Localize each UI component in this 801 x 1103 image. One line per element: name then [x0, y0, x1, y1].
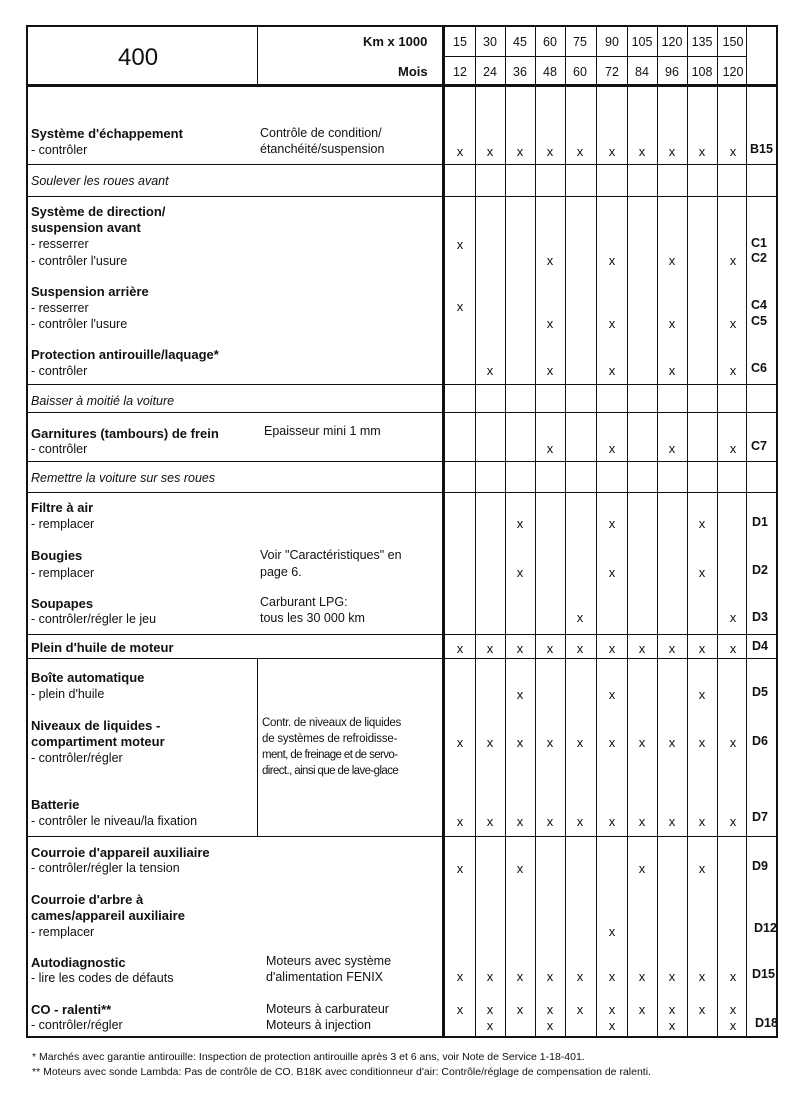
interval-mark: x	[576, 610, 584, 625]
interval-mark: x	[608, 316, 616, 331]
footnote-1: * Marchés avec garantie antirouille: Inspection de protection antirouille après 3 et 6 ans, voir Note de Service 1-18-401.	[32, 1051, 585, 1063]
mois-value: 12	[453, 65, 467, 79]
echappement-note1: Contrôle de condition/	[260, 126, 382, 140]
interval-col-line	[475, 25, 476, 1038]
interval-mark: x	[546, 441, 554, 456]
frame-top	[26, 25, 778, 27]
interval-mark: x	[546, 641, 554, 656]
ref-c5: C5	[751, 314, 767, 328]
interval-mark: x	[729, 363, 737, 378]
interval-mark: x	[638, 641, 646, 656]
interval-mark: x	[729, 253, 737, 268]
km-label: Km x 1000	[363, 34, 428, 49]
interval-mark: x	[608, 1002, 616, 1017]
interval-mark: x	[698, 814, 706, 829]
co-title: CO - ralenti**	[31, 1002, 112, 1017]
ref-d5: D5	[752, 685, 768, 699]
interval-mark: x	[698, 516, 706, 531]
ref-c4: C4	[751, 298, 767, 312]
interval-mark: x	[486, 1018, 494, 1033]
interval-mark: x	[729, 316, 737, 331]
row-line	[26, 492, 778, 493]
huile-title: Plein d'huile de moteur	[31, 640, 174, 655]
courroie-title: Courroie d'appareil auxiliaire	[31, 845, 210, 860]
interval-mark: x	[486, 969, 494, 984]
interval-mark: x	[729, 1002, 737, 1017]
interval-mark: x	[486, 144, 494, 159]
interval-mark: x	[456, 969, 464, 984]
niveaux-sub: - contrôler/régler	[31, 751, 123, 765]
interval-mark: x	[516, 144, 524, 159]
ref-d18: D18	[755, 1016, 778, 1030]
co-note2: Moteurs à injection	[266, 1018, 371, 1032]
interval-mark: x	[668, 316, 676, 331]
niveaux-note2: de systèmes de refroidisse-	[262, 733, 398, 745]
autodiag-note1: Moteurs avec système	[266, 954, 392, 968]
interval-mark: x	[668, 1018, 676, 1033]
interval-mark: x	[516, 735, 524, 750]
mois-value: 24	[483, 65, 497, 79]
soulever-heading: Soulever les roues avant	[31, 174, 169, 188]
interval-mark: x	[576, 1002, 584, 1017]
interval-mark: x	[546, 1018, 554, 1033]
interval-mark: x	[698, 861, 706, 876]
mois-value: 36	[513, 65, 527, 79]
mois-label: Mois	[398, 64, 428, 79]
interval-mark: x	[456, 735, 464, 750]
arriere-sub2: - contrôler l'usure	[31, 317, 128, 331]
mois-value: 48	[543, 65, 557, 79]
interval-mark: x	[576, 641, 584, 656]
km-value: 60	[543, 35, 557, 49]
interval-mark: x	[608, 363, 616, 378]
interval-mark: x	[668, 969, 676, 984]
echappement-sub: - contrôler	[31, 143, 88, 157]
interval-mark: x	[516, 565, 524, 580]
ref-d9: D9	[752, 859, 768, 873]
protection-title: Protection antirouille/laquage*	[31, 347, 219, 362]
row-line	[26, 836, 778, 837]
mois-value: 84	[635, 65, 649, 79]
bougies-title: Bougies	[31, 548, 83, 563]
interval-col-line	[717, 25, 718, 1038]
km-value: 45	[513, 35, 527, 49]
interval-mark: x	[668, 1002, 676, 1017]
interval-mark: x	[729, 735, 737, 750]
ref-d12: D12	[754, 921, 777, 935]
ref-c6: C6	[751, 361, 767, 375]
interval-mark: x	[516, 814, 524, 829]
arriere-title: Suspension arrière	[31, 284, 149, 299]
interval-mark: x	[638, 861, 646, 876]
courroie-sub: - contrôler/régler la tension	[31, 861, 180, 875]
col-line-label	[257, 25, 258, 85]
km-value: 90	[605, 35, 619, 49]
courroie2-title1: Courroie d'arbre à	[31, 892, 144, 907]
row-line	[26, 412, 778, 413]
ref-d7: D7	[752, 810, 768, 824]
garnitures-note: Epaisseur mini 1 mm	[264, 424, 381, 438]
interval-mark: x	[668, 814, 676, 829]
interval-mark: x	[516, 516, 524, 531]
interval-mark: x	[516, 1002, 524, 1017]
interval-mark: x	[546, 814, 554, 829]
co-sub: - contrôler/régler	[31, 1018, 123, 1032]
interval-mark: x	[546, 735, 554, 750]
row-line	[26, 658, 778, 659]
interval-mark: x	[608, 687, 616, 702]
model-number: 400	[118, 44, 159, 71]
interval-mark: x	[638, 969, 646, 984]
ref-c7: C7	[751, 439, 767, 453]
interval-mark: x	[546, 144, 554, 159]
batterie-title: Batterie	[31, 797, 80, 812]
interval-mark: x	[729, 144, 737, 159]
frame-left	[26, 25, 28, 1038]
bougies-note2: page 6.	[260, 565, 302, 579]
garnitures-title: Garnitures (tambours) de frein	[31, 426, 219, 441]
interval-mark: x	[546, 969, 554, 984]
km-value: 150	[722, 35, 744, 49]
filtre-title: Filtre à air	[31, 500, 94, 515]
interval-mark: x	[698, 565, 706, 580]
interval-mark: x	[516, 861, 524, 876]
interval-mark: x	[608, 516, 616, 531]
niveaux-title2: compartiment moteur	[31, 734, 165, 749]
interval-col-line	[687, 25, 688, 1038]
interval-col-line	[657, 25, 658, 1038]
km-value: 30	[483, 35, 497, 49]
interval-col-line	[535, 25, 536, 1038]
interval-mark: x	[698, 969, 706, 984]
interval-mark: x	[729, 969, 737, 984]
direction-title2: suspension avant	[31, 220, 141, 235]
batterie-sub: - contrôler le niveau/la fixation	[31, 814, 198, 828]
row-line	[26, 164, 778, 165]
interval-mark: x	[546, 363, 554, 378]
footnote-2: ** Moteurs avec sonde Lambda: Pas de contrôle de CO. B18K avec conditionneur d'air: Contrôle/réglage de compensation de ralenti.	[32, 1066, 651, 1078]
interval-mark: x	[516, 687, 524, 702]
km-value: 135	[691, 35, 713, 49]
interval-mark: x	[456, 814, 464, 829]
direction-title1: Système de direction/	[31, 204, 166, 219]
interval-mark: x	[608, 735, 616, 750]
niveaux-title1: Niveaux de liquides -	[31, 718, 161, 733]
interval-mark: x	[608, 441, 616, 456]
bougies-note1: Voir "Caractéristiques" en	[260, 548, 402, 562]
niveaux-note1: Contr. de niveaux de liquides	[262, 717, 401, 729]
courroie2-title2: cames/appareil auxiliaire	[31, 908, 185, 923]
interval-mark: x	[456, 237, 464, 252]
interval-mark: x	[486, 363, 494, 378]
note-col-line	[257, 659, 258, 836]
interval-mark: x	[456, 299, 464, 314]
interval-mark: x	[546, 316, 554, 331]
col-line-main	[442, 25, 445, 1038]
km-value: 15	[453, 35, 467, 49]
interval-mark: x	[668, 363, 676, 378]
km-value: 75	[573, 35, 587, 49]
interval-mark: x	[576, 735, 584, 750]
interval-mark: x	[608, 253, 616, 268]
mois-value: 120	[722, 65, 744, 79]
echappement-note2: étanchéité/suspension	[260, 142, 385, 156]
filtre-sub: - remplacer	[31, 517, 95, 531]
interval-mark: x	[576, 969, 584, 984]
boite-title: Boîte automatique	[31, 670, 145, 685]
interval-mark: x	[576, 814, 584, 829]
ref-d2: D2	[752, 563, 768, 577]
interval-col-line	[627, 25, 628, 1038]
soupapes-note1: Carburant LPG:	[260, 595, 348, 609]
interval-mark: x	[698, 735, 706, 750]
interval-mark: x	[456, 861, 464, 876]
interval-mark: x	[516, 969, 524, 984]
interval-mark: x	[729, 610, 737, 625]
interval-mark: x	[638, 144, 646, 159]
interval-mark: x	[608, 1018, 616, 1033]
interval-mark: x	[729, 1018, 737, 1033]
co-note1: Moteurs à carburateur	[266, 1002, 389, 1016]
interval-mark: x	[698, 1002, 706, 1017]
header-bottom-line	[26, 84, 778, 87]
mois-value: 96	[665, 65, 679, 79]
interval-col-line	[565, 25, 566, 1038]
interval-mark: x	[608, 641, 616, 656]
interval-mark: x	[729, 441, 737, 456]
interval-mark: x	[486, 1002, 494, 1017]
interval-mark: x	[486, 641, 494, 656]
ref-b15: B15	[750, 142, 773, 156]
ref-d15: D15	[752, 967, 775, 981]
interval-mark: x	[456, 144, 464, 159]
echappement-title: Système d'échappement	[31, 126, 183, 141]
interval-mark: x	[668, 735, 676, 750]
remettre-heading: Remettre la voiture sur ses roues	[31, 471, 216, 485]
interval-mark: x	[729, 641, 737, 656]
col-line-ref	[746, 25, 747, 1038]
mois-value: 60	[573, 65, 587, 79]
row-line	[26, 634, 778, 635]
autodiag-note2: d'alimentation FENIX	[266, 970, 384, 984]
interval-mark: x	[608, 144, 616, 159]
interval-mark: x	[698, 687, 706, 702]
ref-c2: C2	[751, 251, 767, 265]
interval-mark: x	[456, 1002, 464, 1017]
mois-value: 108	[691, 65, 713, 79]
autodiag-title: Autodiagnostic	[31, 955, 126, 970]
interval-col-line	[505, 25, 506, 1038]
soupapes-sub: - contrôler/régler le jeu	[31, 612, 157, 626]
ref-d6: D6	[752, 734, 768, 748]
direction-sub2: - contrôler l'usure	[31, 254, 128, 268]
arriere-sub1: - resserrer	[31, 301, 89, 315]
km-value: 120	[661, 35, 683, 49]
bougies-sub: - remplacer	[31, 566, 95, 580]
direction-sub1: - resserrer	[31, 237, 89, 251]
mois-value: 72	[605, 65, 619, 79]
ref-d3: D3	[752, 610, 768, 624]
garnitures-sub: - contrôler	[31, 442, 88, 456]
interval-mark: x	[608, 924, 616, 939]
baisser-heading: Baisser à moitié la voiture	[31, 394, 175, 408]
interval-mark: x	[576, 144, 584, 159]
interval-mark: x	[486, 735, 494, 750]
interval-mark: x	[638, 735, 646, 750]
soupapes-note2: tous les 30 000 km	[260, 611, 365, 625]
ref-d1: D1	[752, 515, 768, 529]
km-value: 105	[631, 35, 653, 49]
interval-mark: x	[516, 641, 524, 656]
interval-mark: x	[608, 565, 616, 580]
interval-mark: x	[638, 814, 646, 829]
interval-mark: x	[668, 641, 676, 656]
interval-mark: x	[456, 641, 464, 656]
frame-right	[776, 25, 778, 1038]
boite-sub: - plein d'huile	[31, 687, 105, 701]
interval-mark: x	[668, 144, 676, 159]
interval-mark: x	[668, 441, 676, 456]
interval-mark: x	[608, 969, 616, 984]
interval-mark: x	[668, 253, 676, 268]
interval-mark: x	[608, 814, 616, 829]
interval-mark: x	[546, 1002, 554, 1017]
ref-c1: C1	[751, 236, 767, 250]
row-line	[26, 461, 778, 462]
interval-mark: x	[546, 253, 554, 268]
courroie2-sub: - remplacer	[31, 925, 95, 939]
autodiag-sub: - lire les codes de défauts	[31, 971, 174, 985]
interval-mark: x	[729, 814, 737, 829]
frame-bottom	[26, 1036, 778, 1038]
interval-mark: x	[638, 1002, 646, 1017]
interval-mark: x	[698, 144, 706, 159]
row-line	[26, 196, 778, 197]
ref-d4: D4	[752, 639, 768, 653]
protection-sub: - contrôler	[31, 364, 88, 378]
soupapes-title: Soupapes	[31, 596, 94, 611]
niveaux-note3: ment, de freinage et de servo-	[262, 749, 398, 761]
interval-mark: x	[698, 641, 706, 656]
niveaux-note4: direct., ainsi que de lave-glace	[262, 765, 399, 777]
header-mid-line	[443, 56, 747, 57]
interval-col-line	[596, 25, 597, 1038]
row-line	[26, 384, 778, 385]
interval-mark: x	[486, 814, 494, 829]
